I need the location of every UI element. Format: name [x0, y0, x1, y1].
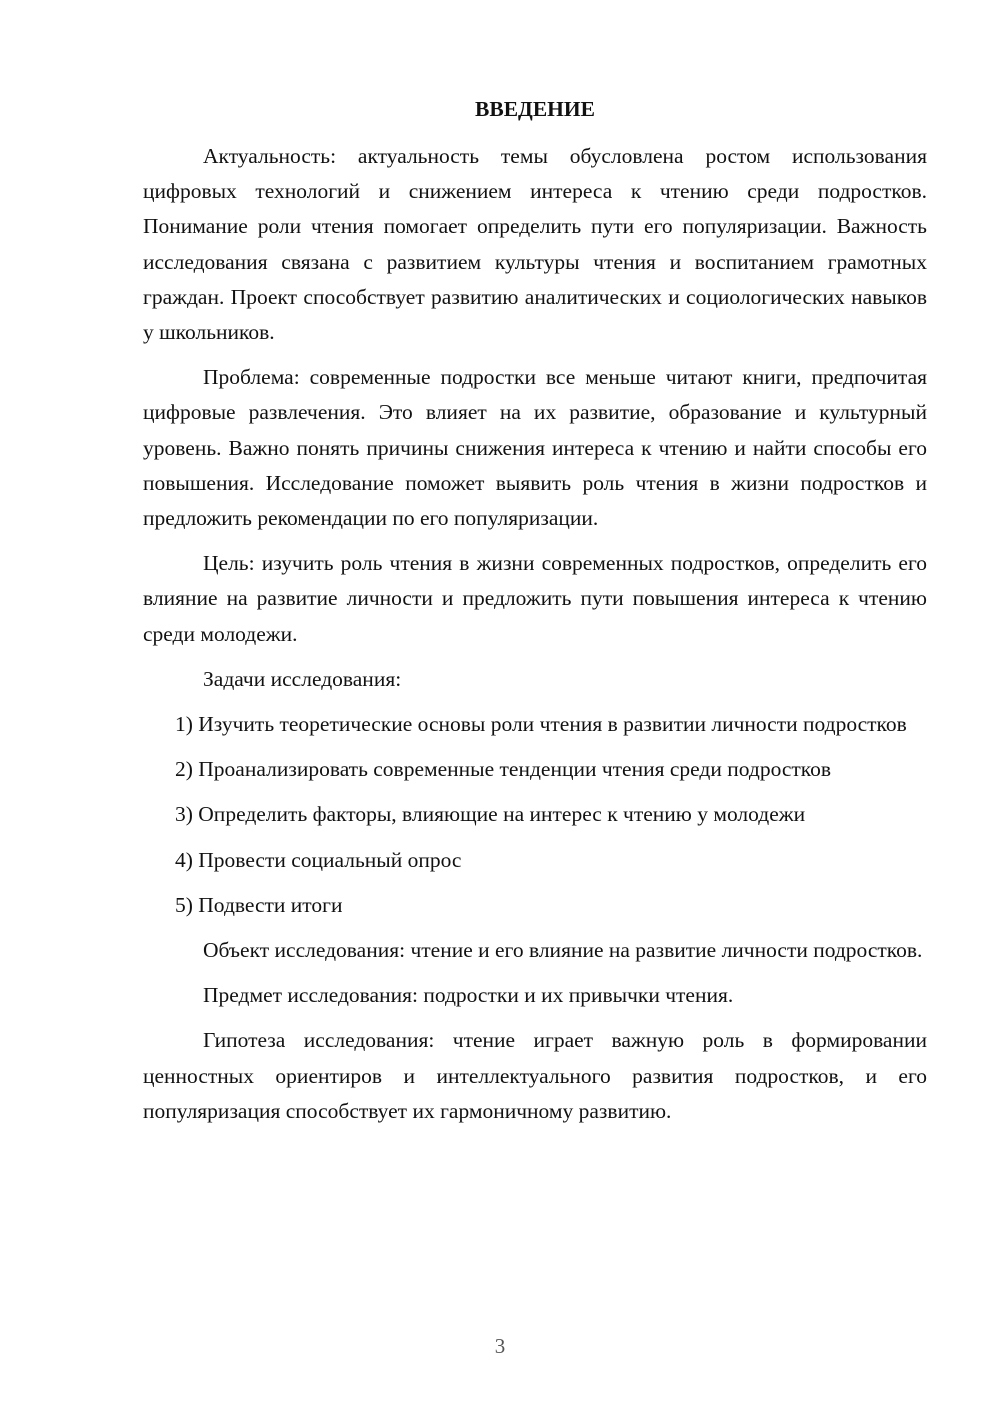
page-number: 3 — [494, 1334, 506, 1358]
relevance-paragraph: Актуальность: актуальность темы обусловлена ростом использования цифровых технологий и снижением интереса к чтению среди подростков. Понимание роли чтения помогает определить пути его популяризации. Важность исследования связана с развитием культуры чтения и воспитанием грамотных граждан. Проект способствует развитию аналитических и социологических навыков у школьников. — [143, 144, 927, 345]
task-item-4: 4) Провести социальный опрос — [175, 847, 462, 872]
task-item-2: 2) Проанализировать современные тенденции чтения среди подростков — [175, 757, 832, 782]
hypothesis-paragraph: Гипотеза исследования: чтение играет важную роль в формировании ценностных ориентиров и интеллектуального развития подростков, и его популяризация способствует их гармоничному развитию. — [143, 1028, 927, 1123]
tasks-title: Задачи исследования: — [203, 666, 402, 691]
subject-paragraph: Предмет исследования: подростки и их привычки чтения. — [203, 983, 734, 1008]
task-item-1: 1) Изучить теоретические основы роли чтения в развитии личности подростков — [175, 712, 907, 737]
object-paragraph: Объект исследования: чтение и его влияние на развитие личности подростков. — [203, 938, 923, 963]
task-item-3: 3) Определить факторы, влияющие на интерес к чтению у молодежи — [175, 802, 806, 827]
problem-paragraph: Проблема: современные подростки все меньше читают книги, предпочитая цифровые развлечения. Это влияет на их развитие, образование и культурный уровень. Важно понять причины снижения интереса к чтению и найти способы его повышения. Исследование поможет выявить роль чтения в жизни подростков и предложить рекомендации по его популяризации. — [143, 365, 927, 531]
goal-paragraph: Цель: изучить роль чтения в жизни современных подростков, определить его влияние на развитие личности и предложить пути повышения интереса к чтению среди молодежи. — [143, 551, 927, 646]
document-page — [143, 92, 927, 1139]
section-heading: ВВЕДЕНИЕ — [475, 97, 595, 121]
tasks-list — [143, 707, 927, 923]
task-item-5: 5) Подвести итоги — [175, 892, 343, 917]
